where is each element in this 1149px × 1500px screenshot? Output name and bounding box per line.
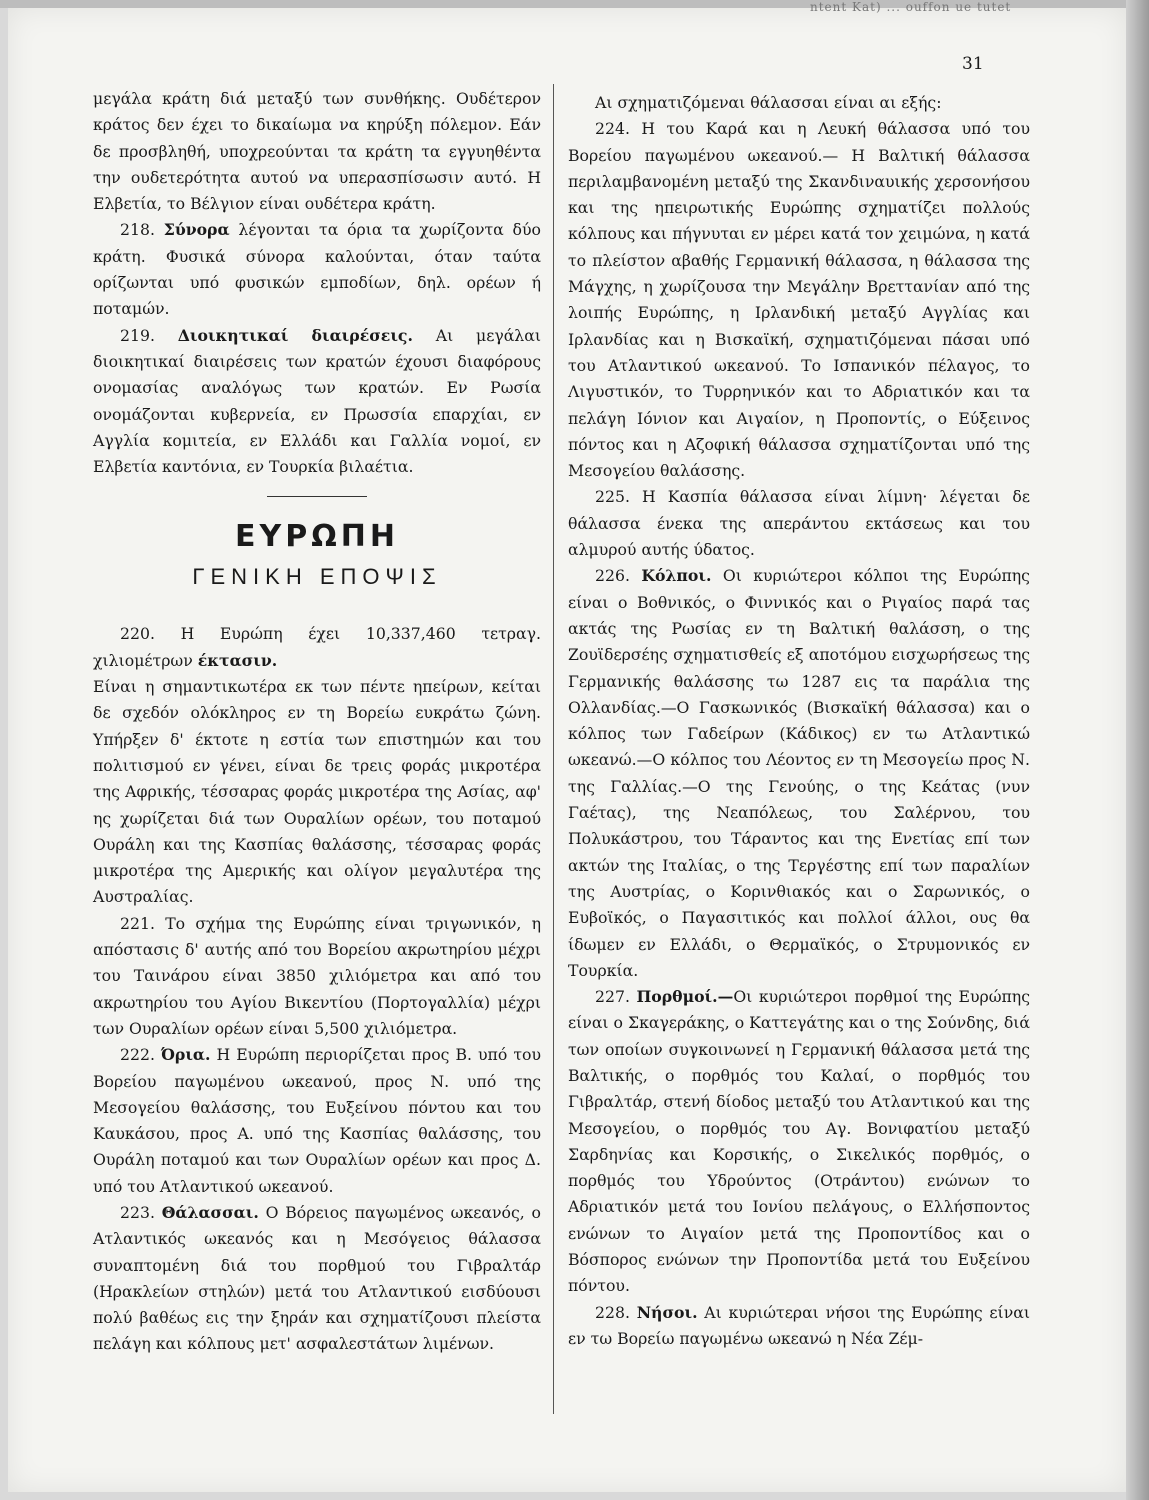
chapter-subtitle: ΓΕΝΙΚΗ ΕΠΟΨΙΣ [192, 564, 442, 590]
left-column [93, 86, 541, 1358]
section-heading: Πορθμοί.— [636, 987, 734, 1007]
section-heading: έκτασιν. [197, 650, 278, 670]
chapter-title: ΕΥΡΩΠΗ [235, 519, 399, 555]
section-heading: Σύνορα [163, 220, 230, 240]
scan-right-edge [1126, 0, 1149, 1500]
paragraph: μεγάλα κράτη διά μεταξύ των συνθήκης. Ουδέτερον κράτος δεν έχει το δικαίωμα να κηρύξη πόλεμον. Εάν δε προσβληθή, υποχρεούνται τα κράτη τα εγγυηθέντα την ουδετερότητα αυτού να υπερασπίσωσιν αυτό. Η Ελβετία, το Βέλγιον είναι ουδέτερα κράτη. [93, 89, 541, 214]
section-heading: Διοικητικαί διαιρέσεις. [177, 325, 413, 345]
section-226: 226. Κόλποι. Οι κυριώτεροι κόλποι της Ευρώπης είναι ο Βοθνικός, ο Φιννικός και ο Ριγαίος παρά τας ακτάς της Ρωσίας εν τη Βαλτική θαλάσση, ο της Ζουϊδερσέης σχηματισθείς εξ αποτόμου εισχωρήσεως της Γερμανικής θαλάσσης τω 1287 εις τα παράλια της Ολλανδίας.—Ο Γασκωνικός (Βισκαϊκή θάλασσα) και ο κόλπος των Γαδείρων (Κάδικος) εν τω Ατλαντικώ ωκεανώ.—Ο κόλπος του Λέοντος εν τη Μεσογείω προς Ν. της Γαλλίας.—Ο της Γενούης, ο της Κεάτας (νυν Γαέτας), της Νεαπόλεως, του Σαλέρνου, του Πολυκάστρου, του Τάραντος και της Ενετίας επί των ακτών της Ιταλίας, ο της Τεργέστης επί των παραλίων της Αυστρίας, ο Κορινθιακός και ο Σαρωνικός, ο Ευβοϊκός, ο Παγασιτικός και πολλοί άλλοι, ους θα ίδωμεν εν Ελλάδι, ο Θερμαϊκός, ο Στρυμονικός εν Τουρκία. [568, 566, 1030, 980]
right-column [568, 90, 1030, 1352]
paragraph: Είναι η σημαντικωτέρα εκ των πέντε ηπείρων, κείται δε σχεδόν ολόκληρος εν τη Βορείω ευκράτω ζώνη. Υπήρξεν δ' έκτοτε η εστία των επιστημών και του πολιτισμού εν γένει, είναι δε τρεις φοράς μικροτέρα της Αφρικής, τέσσαρας φοράς μικροτέρα της Ασίας, αφ' ης χωρίζεται διά των Ουραλίων ορέων, του ποταμού Ουράλη και της Κασπίας θαλάσσης, τέσσαρας φοράς μικροτέρα της Αμερικής και ολίγον μεγαλυτέρα της Αυστραλίας. [93, 677, 541, 907]
column-divider [553, 84, 554, 1414]
section-223: 223. Θάλασσαι. Ο Βόρειος παγωμένος ωκεανός, ο Ατλαντικός ωκεανός και η Μεσόγειος θάλασσα συναπτομένη διά του πορθμού του Γιβραλτάρ (Ηρακλείων στηλών) μετά του Ατλαντικού εισδύουσι πολύ βαθέως εις την ξηράν και σχηματίζουσι πλείστα πελάγη και κόλπους μετ' ασφαλεστάτων λιμένων. [93, 1202, 541, 1354]
bleed-through-text: ntent Kat) ... ouffon ue tutet [810, 0, 1012, 14]
section-heading: Νήσοι. [636, 1302, 698, 1322]
section-220: 220. Η Ευρώπη έχει 10,337,460 τετραγ. χιλιομέτρων έκτασιν. [93, 624, 541, 670]
section-225: 225. Η Κασπία θάλασσα είναι λίμνη· λέγεται δε θάλασσα ένεκα της απεράντου εκτάσεως και του αλμυρού αυτής ύδατος. [568, 487, 1030, 560]
section-222: 222. Όρια. Η Ευρώπη περιορίζεται προς Β. υπό του Βορείου παγωμένου ωκεανού, προς Ν. υπό της Μεσογείου θαλάσσης, του Ευξείνου πόντου και του Καυκάσου, προς Α. υπό της Κασπίας θαλάσσης, του Ουράλη ποταμού και των Ουραλίων ορέων και προς Δ. υπό του Ατλαντικού ωκεανού. [93, 1045, 541, 1196]
paragraph: Αι σχηματιζόμεναι θάλασσαι είναι αι εξής: [595, 93, 942, 112]
section-224: 224. Η του Καρά και η Λευκή θάλασσα υπό του Βορείου παγωμένου ωκεανού.— Η Βαλτική θάλασσα περιλαμβανομένη μεταξύ της Σκανδιναυικής χερσονήσου και της ηπειρωτικής Ευρώπης σχηματίζει πολλούς κόλπους και πήγνυται εν μέρει κατά τον χειμώνα, η κατά το πλείστον αβαθής Γερμανική θάλασσα, η θάλασσα της Μάγχης, η χωρίζουσα την Μεγάλην Βρεττανίαν από της λοιπής Ευρώπης, η Ιρλανδική μεταξύ Αγγλίας και Ιρλανδίας και η Βισκαϊκή, σχηματιζόμεναι πάσαι υπό του Ατλαντικού ωκεανού. Το Ισπανικόν πέλαγος, το Λιγυστικόν, το Τυρρηνικόν και το Αδριατικόν και τα πελάγη Ιόνιον και Αιγαίον, η Προποντίς, ο Εύξεινος πόντος και η Αζοφική θάλασσα σχηματίζονται υπό της Μεσογείου θαλάσσης. [568, 119, 1030, 481]
page-number: 31 [962, 54, 984, 74]
section-219: 219. Διοικητικαί διαιρέσεις. Αι μεγάλαι διοικητικαί διαιρέσεις των κρατών έχουσι διαφόρους ονομασίας αναλόγως των κρατών. Εν Ρωσία ονομάζονται κυβερνεία, εν Πρωσσία επαρχίαι, εν Αγγλία κομιτεία, εν Ελλάδι και Γαλλία νομοί, εν Ελβετία καντόνια, εν Τουρκία βιλαέτια. [93, 325, 541, 477]
section-heading: Όρια. [160, 1045, 211, 1065]
section-heading: Θάλασσαι. [161, 1202, 259, 1222]
section-228: 228. Νήσοι. Αι κυριώτεραι νήσοι της Ευρώπης είναι εν τω Βορείω παγωμένω ωκεανώ η Νέα Ζέμ- [568, 1302, 1030, 1348]
section-rule [267, 496, 367, 497]
section-221: 221. Το σχήμα της Ευρώπης είναι τριγωνικόν, η απόστασις δ' αυτής από του Βορείου ακρωτηρίου μέχρι του Ταινάρου είναι 3850 χιλιόμετρα και από του ακρωτηρίου του Αγίου Βικεντίου (Πορτογαλλία) μέχρι των Ουραλίων ορέων είναι 5,500 χιλιόμετρα. [93, 913, 541, 1038]
section-218: 218. Σύνορα λέγονται τα όρια τα χωρίζοντα δύο κράτη. Φυσικά σύνορα καλούνται, όταν ταύτα ορίζωνται υπό φυσικών εμποδίων, δηλ. ορέων ή ποταμών. [93, 220, 541, 319]
section-227: 227. Πορθμοί.—Οι κυριώτεροι πορθμοί της Ευρώπης είναι ο Σκαγεράκης, ο Καττεγάτης και ο της Σούνδης, διά των οποίων συγκοινωνεί η Γερμανική θάλασσα μετά της Βαλτικής, ο πορθμός του Καλαί, ο πορθμός του Γιβραλτάρ, στενή δίοδος μεταξύ του Ατλαντικού και της Μεσογείου, ο πορθμός του Αγ. Βονιφατίου μεταξύ Σαρδηνίας και Κορσικής, ο Σικελικός πορθμός, ο πορθμός του Υδρούντος (Οτράντου) ενώνων το Αδριατικόν μετά του Ιονίου πελάγους, ο Ελλήσποντος ενώνων το Αιγαίον μετά της Προποντίδος και ο Βόσπορος ενώνων την Προποντίδα μετά του Ευξείνου πόντου. [568, 987, 1031, 1296]
section-heading: Κόλποι. [641, 566, 712, 586]
